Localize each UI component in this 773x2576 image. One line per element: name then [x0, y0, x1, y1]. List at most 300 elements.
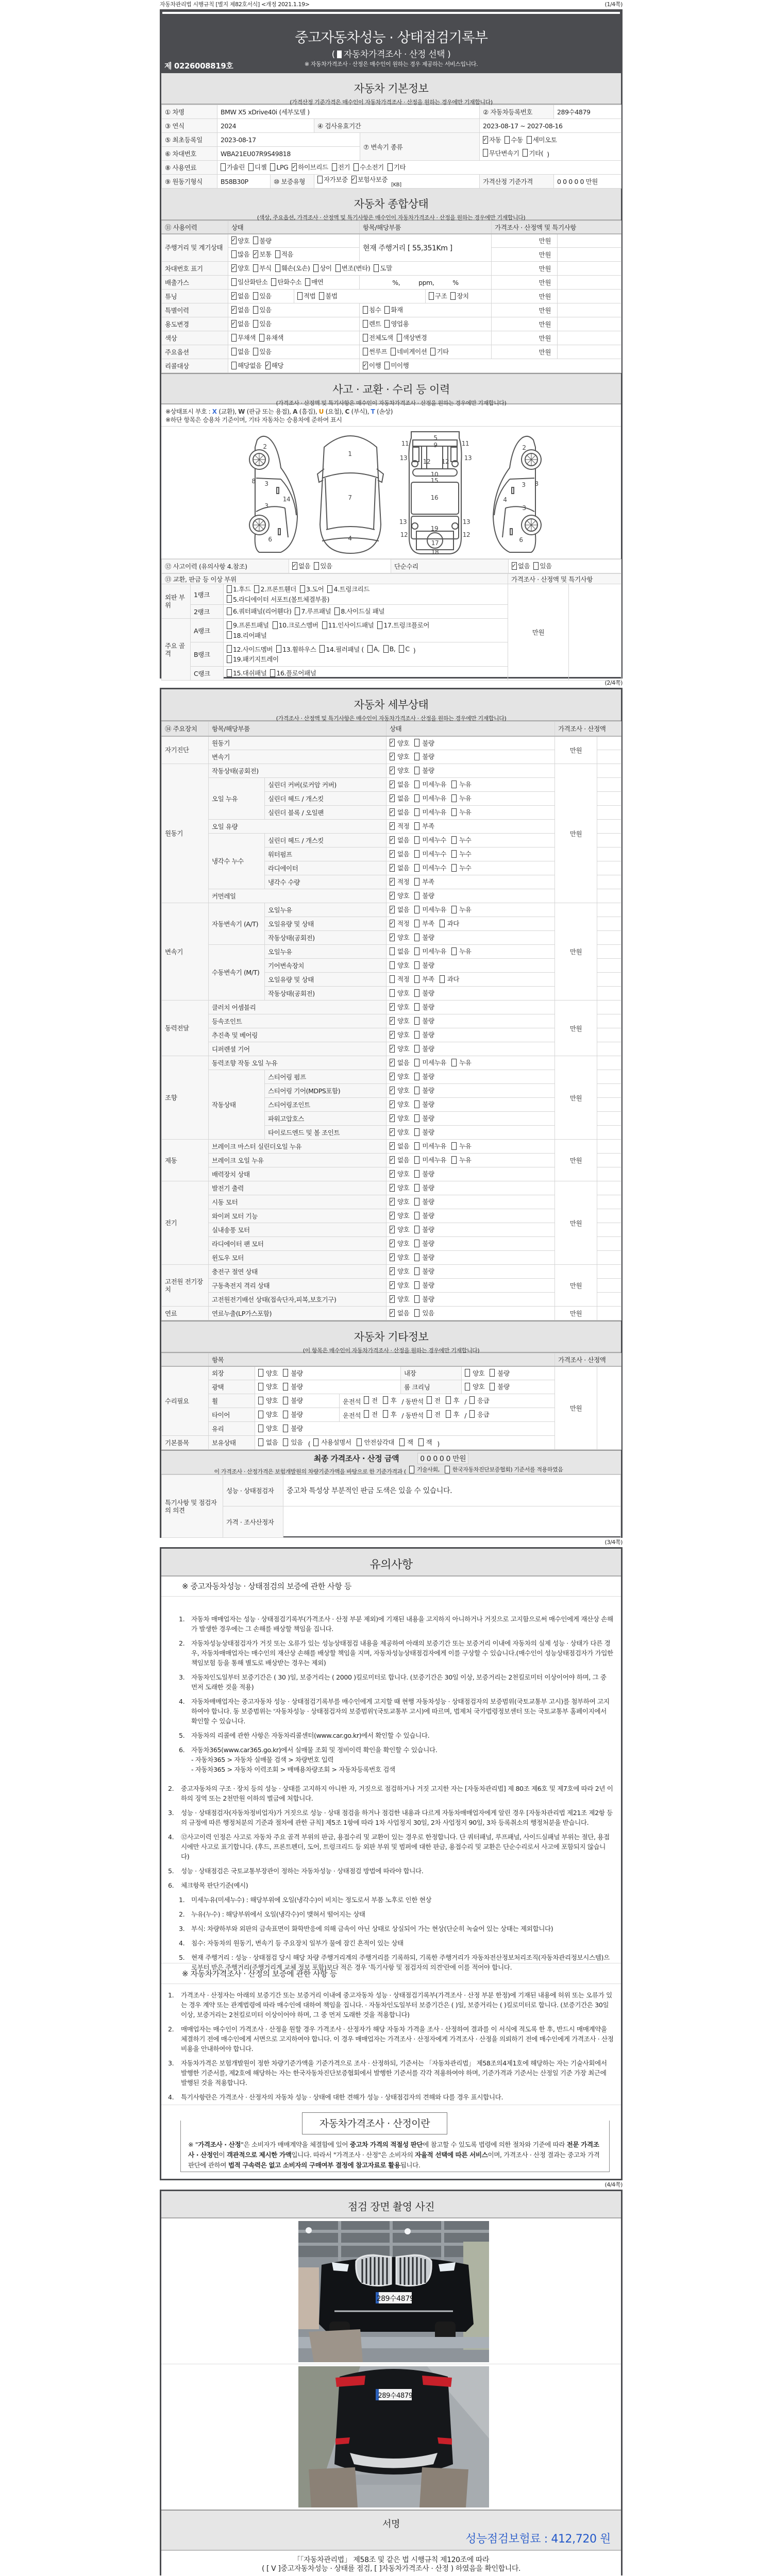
checkbox-option[interactable]	[354, 162, 384, 172]
rear-photo[interactable]	[298, 2366, 489, 2507]
checkbox-option[interactable]	[363, 333, 393, 342]
checkbox-option[interactable]	[253, 347, 271, 356]
checkbox-option[interactable]	[390, 919, 409, 928]
price-note[interactable]	[597, 1307, 621, 1320]
empty-box-icon[interactable]	[527, 136, 532, 144]
price-note[interactable]	[597, 1140, 621, 1154]
price-note[interactable]	[597, 1167, 621, 1181]
checkbox-option[interactable]	[451, 793, 471, 803]
checkbox-option[interactable]	[313, 263, 331, 273]
empty-box-icon[interactable]	[414, 1128, 419, 1136]
checkbox-option[interactable]	[414, 891, 434, 900]
checkbox-option[interactable]	[414, 1086, 434, 1095]
empty-box-icon[interactable]	[446, 1410, 451, 1418]
empty-box-icon[interactable]	[414, 1031, 419, 1039]
price-note[interactable]	[558, 317, 621, 331]
checkbox-option[interactable]	[427, 1396, 441, 1405]
empty-box-icon[interactable]	[414, 1073, 419, 1080]
empty-box-icon[interactable]	[469, 1410, 475, 1418]
checkbox-option[interactable]	[414, 793, 446, 803]
checkbox-option[interactable]	[390, 933, 409, 942]
checked-box-icon[interactable]	[390, 739, 395, 747]
checkbox-option[interactable]	[334, 606, 384, 616]
empty-box-icon[interactable]	[227, 607, 232, 615]
checkbox-option[interactable]	[363, 361, 381, 370]
empty-box-icon[interactable]	[231, 348, 237, 355]
checkbox-option[interactable]	[391, 347, 427, 356]
checked-box-icon[interactable]	[390, 1198, 395, 1206]
checkbox-option[interactable]	[374, 263, 392, 273]
empty-box-icon[interactable]	[231, 250, 237, 258]
empty-box-icon[interactable]	[231, 278, 237, 286]
empty-box-icon[interactable]	[227, 669, 232, 677]
empty-box-icon[interactable]	[388, 163, 393, 171]
empty-box-icon[interactable]	[427, 1396, 432, 1404]
checkbox-option[interactable]	[227, 584, 250, 594]
empty-box-icon[interactable]	[276, 645, 281, 653]
price-note[interactable]	[597, 1112, 621, 1126]
empty-box-icon[interactable]	[397, 334, 402, 342]
checkbox-option[interactable]	[414, 738, 434, 748]
checked-box-icon[interactable]	[390, 1142, 395, 1150]
price-note[interactable]	[597, 889, 621, 903]
checkbox-option[interactable]	[414, 974, 434, 984]
checkbox-option[interactable]	[377, 620, 429, 630]
checked-box-icon[interactable]	[390, 892, 395, 900]
checkbox-option[interactable]	[275, 263, 310, 273]
checkbox-option[interactable]	[390, 1127, 409, 1137]
checkbox-option[interactable]	[313, 1437, 351, 1447]
empty-box-icon[interactable]	[258, 1438, 263, 1446]
checkbox-option[interactable]	[364, 1410, 378, 1419]
checkbox-option[interactable]	[414, 1002, 434, 1011]
checkbox-option[interactable]	[414, 988, 434, 997]
checkbox-option[interactable]	[221, 162, 245, 172]
checked-box-icon[interactable]	[390, 767, 395, 774]
checkbox-option[interactable]	[283, 1382, 303, 1391]
checkbox-option[interactable]	[390, 988, 409, 997]
checkbox-option[interactable]	[327, 584, 369, 594]
checkbox-option[interactable]	[364, 1396, 378, 1405]
empty-box-icon[interactable]	[258, 1383, 263, 1391]
empty-box-icon[interactable]	[332, 163, 337, 171]
checkbox-option[interactable]	[445, 1465, 563, 1473]
checkbox-option[interactable]	[451, 1058, 471, 1067]
checkbox-option[interactable]	[227, 668, 266, 677]
empty-box-icon[interactable]	[354, 163, 359, 171]
price-note[interactable]	[597, 1279, 621, 1293]
front-photo[interactable]	[298, 2221, 489, 2362]
checkbox-option[interactable]	[414, 1155, 446, 1164]
price-note[interactable]	[558, 331, 621, 345]
empty-box-icon[interactable]	[313, 264, 318, 272]
checked-box-icon[interactable]	[390, 906, 395, 913]
empty-box-icon[interactable]	[390, 975, 395, 983]
checkbox-option[interactable]	[409, 1465, 440, 1473]
empty-box-icon[interactable]	[440, 920, 445, 927]
checkbox-option[interactable]	[335, 263, 371, 273]
price-note[interactable]	[597, 1366, 621, 1450]
empty-box-icon[interactable]	[414, 1226, 419, 1233]
price-note[interactable]	[597, 1070, 621, 1084]
empty-box-icon[interactable]	[221, 163, 226, 171]
checkbox-option[interactable]	[305, 277, 323, 286]
empty-box-icon[interactable]	[414, 1240, 419, 1247]
empty-box-icon[interactable]	[364, 1410, 369, 1418]
checkbox-option[interactable]	[390, 1252, 409, 1262]
checkbox-option[interactable]	[397, 333, 427, 342]
checkbox-option[interactable]	[414, 1183, 434, 1192]
checkbox-option[interactable]	[253, 305, 271, 314]
checked-box-icon[interactable]	[483, 136, 488, 144]
empty-box-icon[interactable]	[231, 362, 237, 369]
checkbox-option[interactable]	[270, 163, 288, 171]
empty-box-icon[interactable]	[390, 961, 395, 969]
empty-box-icon[interactable]	[335, 264, 341, 272]
empty-box-icon[interactable]	[414, 1100, 419, 1108]
empty-box-icon[interactable]	[414, 1156, 419, 1164]
checkbox-option[interactable]	[390, 1211, 409, 1220]
checkbox-option[interactable]	[320, 645, 363, 654]
empty-box-icon[interactable]	[533, 562, 539, 570]
checkbox-option[interactable]	[390, 821, 409, 831]
price-note[interactable]	[597, 1056, 621, 1070]
empty-box-icon[interactable]	[429, 292, 434, 300]
empty-box-icon[interactable]	[451, 836, 457, 844]
checkbox-option[interactable]	[414, 1113, 434, 1123]
empty-box-icon[interactable]	[414, 1142, 419, 1150]
empty-box-icon[interactable]	[283, 1383, 288, 1391]
empty-box-icon[interactable]	[357, 1438, 362, 1446]
empty-box-icon[interactable]	[390, 947, 395, 955]
empty-box-icon[interactable]	[450, 292, 456, 300]
empty-box-icon[interactable]	[254, 585, 259, 593]
price-note[interactable]	[597, 973, 621, 987]
empty-box-icon[interactable]	[363, 348, 368, 355]
checkbox-option[interactable]	[390, 1058, 409, 1067]
price-note[interactable]	[597, 1223, 621, 1237]
checkbox-option[interactable]	[390, 807, 409, 817]
checkbox-option[interactable]	[253, 319, 271, 328]
checkbox-option[interactable]	[317, 175, 348, 184]
checked-box-icon[interactable]	[351, 176, 357, 183]
checked-box-icon[interactable]	[292, 163, 297, 171]
checkbox-option[interactable]	[363, 305, 381, 314]
checkbox-option[interactable]	[390, 793, 409, 803]
checked-box-icon[interactable]	[390, 1017, 395, 1025]
checked-box-icon[interactable]	[390, 1253, 395, 1261]
checkbox-option[interactable]	[390, 1308, 409, 1317]
empty-box-icon[interactable]	[283, 1411, 288, 1418]
price-note[interactable]	[597, 778, 621, 792]
empty-box-icon[interactable]	[451, 1142, 457, 1150]
checkbox-option[interactable]	[390, 1099, 409, 1109]
price-note[interactable]	[597, 1209, 621, 1223]
price-note[interactable]	[597, 806, 621, 820]
checkbox-option[interactable]	[384, 361, 409, 370]
checkbox-option[interactable]	[270, 668, 316, 677]
empty-box-icon[interactable]	[363, 306, 368, 314]
empty-box-icon[interactable]	[273, 621, 278, 629]
checkbox-option[interactable]	[451, 863, 471, 872]
checked-box-icon[interactable]	[390, 1156, 395, 1164]
checked-box-icon[interactable]	[390, 1128, 395, 1136]
checkbox-option[interactable]	[300, 584, 324, 594]
checkbox-option[interactable]	[253, 263, 271, 273]
empty-box-icon[interactable]	[414, 739, 419, 747]
empty-box-icon[interactable]	[227, 585, 232, 593]
empty-box-icon[interactable]	[283, 1397, 288, 1404]
checked-box-icon[interactable]	[390, 1059, 395, 1066]
checkbox-option[interactable]	[414, 960, 434, 970]
checkbox-option[interactable]	[414, 1141, 446, 1150]
checkbox-option[interactable]	[390, 1225, 409, 1234]
checkbox-option[interactable]	[253, 249, 271, 259]
checkbox-option[interactable]	[451, 779, 471, 789]
empty-box-icon[interactable]	[334, 607, 340, 615]
checkbox-option[interactable]	[469, 1396, 489, 1405]
appraiser-opinion[interactable]	[283, 1506, 621, 1538]
checkbox-option[interactable]	[383, 1396, 397, 1405]
checkbox-option[interactable]	[414, 835, 446, 844]
checkbox-option[interactable]	[483, 135, 501, 144]
empty-box-icon[interactable]	[414, 878, 419, 886]
checkbox-option[interactable]	[227, 620, 269, 630]
checkbox-option[interactable]	[384, 319, 409, 328]
checkbox-option[interactable]	[283, 1410, 303, 1419]
checkbox-option[interactable]	[446, 1410, 460, 1419]
checkbox-option[interactable]	[414, 849, 446, 858]
checkbox-option[interactable]	[363, 319, 381, 328]
empty-box-icon[interactable]	[258, 1425, 263, 1432]
empty-box-icon[interactable]	[483, 149, 488, 157]
checkbox-option[interactable]	[390, 1141, 409, 1150]
empty-box-icon[interactable]	[414, 1309, 419, 1317]
empty-box-icon[interactable]	[253, 348, 258, 355]
checkbox-option[interactable]	[469, 1410, 489, 1419]
checkbox-option[interactable]	[465, 1368, 484, 1378]
checkbox-option[interactable]	[390, 1197, 409, 1206]
price-note[interactable]	[597, 736, 621, 750]
empty-box-icon[interactable]	[258, 1397, 263, 1404]
empty-box-icon[interactable]	[227, 655, 232, 663]
empty-box-icon[interactable]	[384, 320, 390, 328]
price-note[interactable]	[558, 290, 621, 303]
checkbox-option[interactable]	[414, 933, 434, 942]
inspector-opinion[interactable]: 중고차 특성상 부분적인 판금 도색은 있을 수 있습니다.	[283, 1475, 621, 1506]
checked-box-icon[interactable]	[390, 1240, 395, 1247]
checkbox-option[interactable]	[258, 1437, 278, 1447]
checkbox-option[interactable]	[227, 595, 329, 604]
empty-box-icon[interactable]	[414, 1281, 419, 1289]
checkbox-option[interactable]	[390, 738, 409, 748]
checked-box-icon[interactable]	[253, 250, 258, 258]
empty-box-icon[interactable]	[383, 1410, 388, 1418]
checkbox-option[interactable]	[414, 905, 446, 914]
checkbox-option[interactable]	[390, 766, 409, 775]
checkbox-option[interactable]	[440, 919, 459, 928]
checked-box-icon[interactable]	[390, 1031, 395, 1039]
checked-box-icon[interactable]	[390, 1073, 395, 1080]
checkbox-option[interactable]	[390, 891, 409, 900]
empty-box-icon[interactable]	[451, 794, 457, 802]
checkbox-option[interactable]	[227, 654, 279, 664]
checkbox-option[interactable]	[383, 1410, 397, 1419]
price-note[interactable]	[597, 903, 621, 917]
checkbox-option[interactable]	[265, 361, 283, 370]
checkbox-option[interactable]	[259, 333, 283, 342]
empty-box-icon[interactable]	[427, 1410, 432, 1418]
checkbox-option[interactable]	[414, 807, 446, 817]
checkbox-option[interactable]	[351, 175, 388, 184]
checkbox-option[interactable]	[253, 236, 271, 245]
checkbox-option[interactable]	[414, 779, 446, 789]
empty-box-icon[interactable]	[414, 1045, 419, 1053]
empty-box-icon[interactable]	[367, 645, 373, 653]
checked-box-icon[interactable]	[390, 1267, 395, 1275]
empty-box-icon[interactable]	[374, 264, 379, 272]
checkbox-option[interactable]	[446, 1396, 460, 1405]
price-note[interactable]	[558, 234, 621, 248]
checkbox-option[interactable]	[440, 974, 459, 984]
empty-box-icon[interactable]	[414, 1087, 419, 1094]
checkbox-option[interactable]	[390, 1016, 409, 1025]
checkbox-option[interactable]	[390, 1280, 409, 1290]
price-note[interactable]	[597, 1028, 621, 1042]
checkbox-option[interactable]	[273, 620, 318, 630]
checkbox-option[interactable]	[390, 779, 409, 789]
checkbox-option[interactable]	[367, 645, 380, 653]
checked-box-icon[interactable]	[390, 1184, 395, 1192]
checkbox-option[interactable]	[390, 877, 409, 886]
checkbox-option[interactable]	[523, 148, 543, 158]
empty-box-icon[interactable]	[320, 645, 325, 653]
checkbox-option[interactable]	[465, 1382, 484, 1391]
checkbox-option[interactable]	[357, 1437, 394, 1447]
price-note[interactable]	[597, 875, 621, 889]
price-note[interactable]	[597, 1293, 621, 1307]
checkbox-option[interactable]	[283, 1423, 303, 1433]
price-note[interactable]	[597, 1251, 621, 1265]
price-note[interactable]	[597, 861, 621, 875]
checkbox-option[interactable]	[414, 1169, 434, 1178]
price-note[interactable]	[597, 792, 621, 806]
price-note[interactable]	[558, 303, 621, 317]
price-note[interactable]	[597, 848, 621, 861]
empty-box-icon[interactable]	[391, 348, 396, 355]
checkbox-option[interactable]	[414, 752, 434, 761]
empty-box-icon[interactable]	[451, 947, 457, 955]
checkbox-option[interactable]	[332, 162, 350, 172]
checkbox-option[interactable]	[253, 291, 271, 300]
empty-box-icon[interactable]	[364, 1396, 369, 1404]
checkbox-option[interactable]	[231, 305, 249, 314]
empty-box-icon[interactable]	[446, 1396, 451, 1404]
checkbox-option[interactable]	[390, 849, 409, 858]
empty-box-icon[interactable]	[409, 1466, 414, 1473]
empty-box-icon[interactable]	[317, 176, 323, 183]
empty-box-icon[interactable]	[300, 585, 305, 593]
empty-box-icon[interactable]	[414, 1295, 419, 1303]
empty-box-icon[interactable]	[451, 906, 457, 913]
checkbox-option[interactable]	[295, 606, 331, 616]
empty-box-icon[interactable]	[414, 934, 419, 941]
checkbox-option[interactable]	[414, 919, 434, 928]
checkbox-option[interactable]	[399, 645, 409, 653]
checkbox-option[interactable]	[390, 863, 409, 872]
checked-box-icon[interactable]	[390, 753, 395, 760]
empty-box-icon[interactable]	[227, 595, 232, 603]
checkbox-option[interactable]	[283, 1368, 303, 1378]
empty-box-icon[interactable]	[275, 250, 280, 258]
empty-box-icon[interactable]	[227, 621, 232, 629]
checkbox-option[interactable]	[390, 1002, 409, 1011]
empty-box-icon[interactable]	[451, 864, 457, 872]
checked-box-icon[interactable]	[265, 362, 271, 369]
checked-box-icon[interactable]	[390, 822, 395, 830]
checkbox-option[interactable]	[414, 1308, 434, 1317]
checkbox-option[interactable]	[231, 236, 249, 245]
price-note[interactable]	[597, 1237, 621, 1251]
price-note[interactable]	[597, 945, 621, 959]
empty-box-icon[interactable]	[414, 1114, 419, 1122]
empty-box-icon[interactable]	[451, 850, 457, 858]
checkbox-option[interactable]	[390, 1072, 409, 1081]
checked-box-icon[interactable]	[390, 1100, 395, 1108]
price-note[interactable]	[597, 931, 621, 945]
checkbox-option[interactable]	[227, 645, 273, 654]
checkbox-option[interactable]	[451, 807, 471, 817]
price-note[interactable]	[569, 584, 621, 681]
checkbox-option[interactable]	[248, 162, 266, 172]
checkbox-option[interactable]	[450, 291, 468, 300]
empty-box-icon[interactable]	[469, 1396, 475, 1404]
checkbox-option[interactable]	[231, 263, 249, 273]
checked-box-icon[interactable]	[390, 1003, 395, 1011]
empty-box-icon[interactable]	[271, 278, 276, 286]
checkbox-option[interactable]	[388, 162, 406, 172]
checked-box-icon[interactable]	[390, 1309, 395, 1317]
empty-box-icon[interactable]	[414, 822, 419, 830]
price-note[interactable]	[597, 1195, 621, 1209]
checkbox-option[interactable]	[414, 1072, 434, 1081]
checkbox-option[interactable]	[414, 877, 434, 886]
checkbox-option[interactable]	[231, 347, 249, 356]
checked-box-icon[interactable]	[390, 1045, 395, 1053]
checked-box-icon[interactable]	[390, 920, 395, 927]
checked-box-icon[interactable]	[390, 1281, 395, 1289]
price-note[interactable]	[597, 1154, 621, 1167]
empty-box-icon[interactable]	[283, 1438, 288, 1446]
empty-box-icon[interactable]	[258, 1369, 263, 1377]
empty-box-icon[interactable]	[384, 362, 390, 369]
checked-box-icon[interactable]	[390, 850, 395, 858]
empty-box-icon[interactable]	[451, 808, 457, 816]
empty-box-icon[interactable]	[253, 306, 258, 314]
checkbox-option[interactable]	[390, 1030, 409, 1039]
empty-box-icon[interactable]	[414, 906, 419, 913]
price-note[interactable]	[597, 1098, 621, 1112]
empty-box-icon[interactable]	[451, 1059, 457, 1066]
empty-box-icon[interactable]	[414, 1253, 419, 1261]
price-note[interactable]	[597, 1126, 621, 1140]
checkbox-option[interactable]	[319, 291, 337, 300]
empty-box-icon[interactable]	[384, 306, 390, 314]
empty-box-icon[interactable]	[414, 753, 419, 760]
checkbox-option[interactable]	[390, 1239, 409, 1248]
checkbox-option[interactable]	[451, 946, 471, 956]
checkbox-option[interactable]	[414, 1294, 434, 1303]
